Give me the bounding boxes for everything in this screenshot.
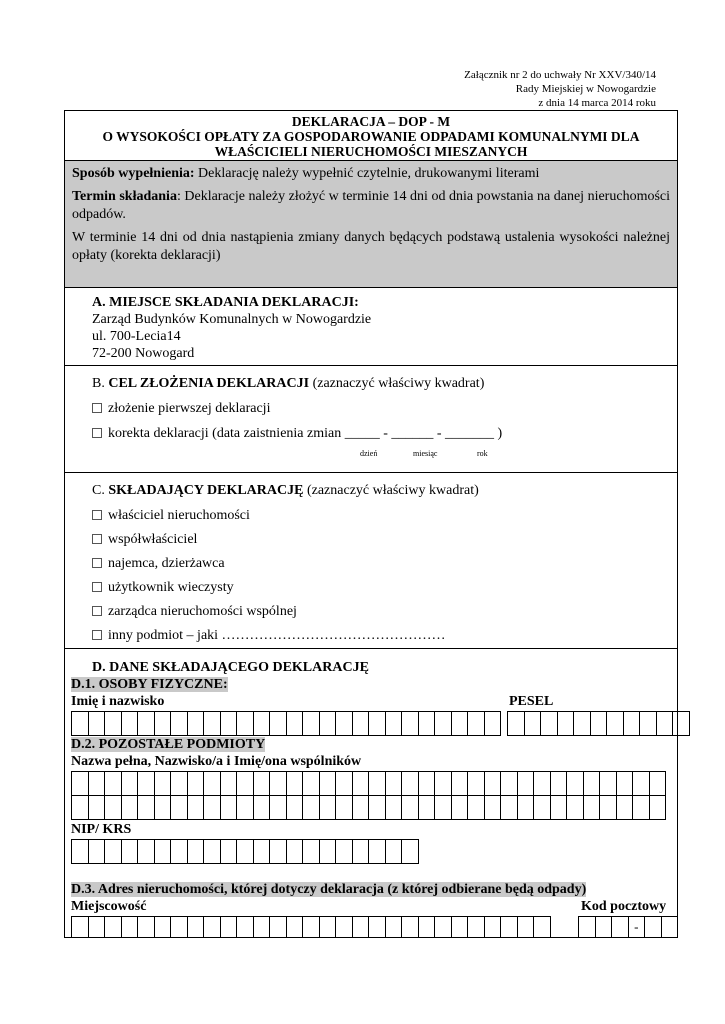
input-cell[interactable] xyxy=(369,771,386,796)
input-cell[interactable] xyxy=(336,771,353,796)
fullname-label: Nazwa pełna, Nazwisko/a i Imię/ona wspólników xyxy=(71,754,362,769)
input-cell[interactable] xyxy=(662,916,679,938)
input-cell[interactable] xyxy=(501,916,518,938)
input-cell[interactable] xyxy=(468,916,485,938)
checkbox[interactable] xyxy=(92,558,102,568)
declaration-form xyxy=(64,110,678,938)
input-cell[interactable] xyxy=(72,771,89,796)
purpose-option-correction-label: korekta deklaracji (data zaistnienia zmian _____ - ______ - _______ ) xyxy=(108,426,503,441)
input-cell[interactable] xyxy=(188,916,205,938)
input-cell[interactable] xyxy=(237,771,254,796)
section-b-title: CEL ZŁOŻENIA DEKLARACJI xyxy=(108,376,310,391)
input-cell[interactable] xyxy=(534,771,551,796)
input-cell[interactable] xyxy=(501,771,518,796)
form-title-line-2: O WYSOKOŚCI OPŁATY ZA GOSPODAROWANIE ODPADAMI KOMUNALNYMI DLA xyxy=(102,129,640,144)
checkbox[interactable] xyxy=(92,582,102,592)
input-cell[interactable] xyxy=(402,771,419,796)
input-cell[interactable] xyxy=(89,916,106,938)
day-caption: dzień xyxy=(360,449,378,458)
input-cell[interactable] xyxy=(645,916,662,938)
section-c-prefix: C. xyxy=(92,483,109,498)
input-cell[interactable] xyxy=(617,795,634,820)
input-cell[interactable] xyxy=(657,711,674,736)
input-cell[interactable] xyxy=(254,711,271,736)
input-cell[interactable] xyxy=(584,795,601,820)
input-cell[interactable] xyxy=(105,916,122,938)
declarant-option-label: najemca, dzierżawca xyxy=(108,556,225,571)
input-cell[interactable] xyxy=(105,771,122,796)
city-label: Miejscowość xyxy=(71,899,147,914)
section-c xyxy=(65,473,677,649)
input-cell[interactable] xyxy=(188,795,205,820)
deadline-text: : Deklaracje należy złożyć w terminie 14 dni od dnia powstania na danej nieruchomości odpadów. xyxy=(72,189,671,222)
nip-label: NIP/ KRS xyxy=(71,822,132,837)
input-cell[interactable] xyxy=(485,771,502,796)
section-c-hint: (zaznaczyć właściwy kwadrat) xyxy=(303,483,479,498)
attachment-line-1: Załącznik nr 2 do uchwały Nr XXV/340/14 xyxy=(464,69,656,81)
declarant-option-label: inny podmiot – jaki ………………………………………… xyxy=(108,628,446,643)
input-cell[interactable] xyxy=(138,795,155,820)
input-cell[interactable] xyxy=(336,839,353,864)
section-b-hint: (zaznaczyć właściwy kwadrat) xyxy=(309,376,485,391)
input-cell[interactable] xyxy=(155,795,172,820)
input-cell[interactable] xyxy=(600,795,617,820)
section-b-heading xyxy=(92,376,484,392)
declarant-option[interactable] xyxy=(92,508,250,524)
input-cell[interactable] xyxy=(607,711,624,736)
input-cell[interactable] xyxy=(640,711,657,736)
input-cell[interactable] xyxy=(419,711,436,736)
input-cell[interactable] xyxy=(188,771,205,796)
section-b-prefix: B. xyxy=(92,376,109,391)
input-cell[interactable] xyxy=(650,795,667,820)
input-cell[interactable] xyxy=(155,771,172,796)
input-cell[interactable] xyxy=(105,711,122,736)
checkbox[interactable] xyxy=(92,403,102,413)
input-cell[interactable] xyxy=(633,795,650,820)
input-cell[interactable] xyxy=(320,839,337,864)
declarant-option[interactable] xyxy=(92,556,225,572)
input-cell[interactable] xyxy=(596,916,613,938)
input-cell[interactable] xyxy=(303,795,320,820)
checkbox[interactable] xyxy=(92,630,102,640)
form-title-line-3: WŁAŚCICIELI NIERUCHOMOŚCI MIESZANYCH xyxy=(214,144,528,159)
input-cell[interactable] xyxy=(138,711,155,736)
fullname-input-grid-row-2[interactable] xyxy=(71,795,666,820)
checkbox[interactable] xyxy=(92,428,102,438)
attachment-line-2: Rady Miejskiej w Nowogardzie xyxy=(515,83,656,95)
name-input-grid[interactable] xyxy=(71,711,501,736)
input-cell[interactable] xyxy=(336,795,353,820)
section-a-heading: A. MIEJSCE SKŁADANIA DEKLARACJI: xyxy=(92,295,359,310)
input-cell[interactable] xyxy=(287,711,304,736)
input-cell[interactable] xyxy=(633,771,650,796)
input-cell[interactable] xyxy=(402,839,419,864)
input-cell[interactable] xyxy=(402,916,419,938)
input-cell[interactable] xyxy=(221,771,238,796)
purpose-option-first-label: złożenie pierwszej deklaracji xyxy=(108,401,271,416)
input-cell[interactable] xyxy=(386,916,403,938)
section-d2-heading: D.2. POZOSTAŁE PODMIOTY xyxy=(71,737,266,752)
year-caption: rok xyxy=(477,449,488,458)
input-cell[interactable] xyxy=(353,711,370,736)
input-cell[interactable] xyxy=(567,795,584,820)
postcode-input-grid[interactable] xyxy=(578,916,678,938)
input-cell[interactable] xyxy=(320,771,337,796)
input-cell[interactable] xyxy=(386,839,403,864)
input-cell[interactable] xyxy=(254,839,271,864)
input-cell[interactable] xyxy=(188,711,205,736)
input-cell[interactable] xyxy=(485,795,502,820)
input-cell[interactable] xyxy=(369,711,386,736)
input-cell[interactable] xyxy=(72,916,89,938)
input-cell[interactable] xyxy=(468,795,485,820)
input-cell[interactable] xyxy=(89,771,106,796)
input-cell[interactable] xyxy=(303,839,320,864)
input-cell[interactable] xyxy=(629,916,646,938)
input-cell[interactable] xyxy=(270,795,287,820)
input-cell[interactable] xyxy=(254,771,271,796)
input-cell[interactable] xyxy=(287,916,304,938)
input-cell[interactable] xyxy=(303,771,320,796)
section-d-heading: D. DANE SKŁADAJĄCEGO DEKLARACJĘ xyxy=(92,660,369,675)
input-cell[interactable] xyxy=(105,795,122,820)
section-d1-heading: D.1. OSOBY FIZYCZNE: xyxy=(71,677,228,692)
correction-text: W terminie 14 dni od dnia nastąpienia zmiany danych będących podstawą ustalenia wysokości należnej opłaty (korekta deklaracji) xyxy=(72,230,670,263)
input-cell[interactable] xyxy=(525,711,542,736)
input-cell[interactable] xyxy=(254,916,271,938)
input-cell[interactable] xyxy=(508,711,525,736)
input-cell[interactable] xyxy=(237,795,254,820)
input-cell[interactable] xyxy=(254,795,271,820)
input-cell[interactable] xyxy=(171,795,188,820)
input-cell[interactable] xyxy=(435,916,452,938)
input-cell[interactable] xyxy=(435,795,452,820)
input-cell[interactable] xyxy=(122,839,139,864)
form-title xyxy=(65,111,677,161)
input-cell[interactable] xyxy=(89,839,106,864)
input-cell[interactable] xyxy=(353,839,370,864)
input-cell[interactable] xyxy=(270,916,287,938)
declarant-option[interactable] xyxy=(92,604,297,620)
declarant-option-label: użytkownik wieczysty xyxy=(108,580,234,595)
section-a-line-3: 72-200 Nowogard xyxy=(92,346,195,361)
declarant-option-label: właściciel nieruchomości xyxy=(108,508,250,523)
input-cell[interactable] xyxy=(155,711,172,736)
input-cell[interactable] xyxy=(650,771,667,796)
section-c-title: SKŁADAJĄCY DEKLARACJĘ xyxy=(108,483,304,498)
input-cell[interactable] xyxy=(320,711,337,736)
input-cell[interactable] xyxy=(353,916,370,938)
section-a xyxy=(65,288,677,366)
input-cell[interactable] xyxy=(138,916,155,938)
input-cell[interactable] xyxy=(221,711,238,736)
declarant-option[interactable] xyxy=(92,628,446,644)
input-cell[interactable] xyxy=(287,839,304,864)
input-cell[interactable] xyxy=(188,839,205,864)
input-cell[interactable] xyxy=(485,711,502,736)
input-cell[interactable] xyxy=(435,771,452,796)
input-cell[interactable] xyxy=(402,795,419,820)
method-label: Sposób wypełnienia: xyxy=(72,166,195,181)
input-cell[interactable] xyxy=(485,916,502,938)
input-cell[interactable] xyxy=(452,711,469,736)
input-cell[interactable] xyxy=(122,795,139,820)
attachment-header xyxy=(464,68,656,110)
input-cell[interactable] xyxy=(353,771,370,796)
deadline-label: Termin składania xyxy=(72,189,177,204)
instructions-box xyxy=(65,161,677,288)
input-cell[interactable] xyxy=(287,795,304,820)
month-caption: miesiąc xyxy=(413,449,438,458)
input-cell[interactable] xyxy=(501,795,518,820)
input-cell[interactable] xyxy=(468,771,485,796)
input-cell[interactable] xyxy=(204,916,221,938)
input-cell[interactable] xyxy=(452,916,469,938)
checkbox[interactable] xyxy=(92,606,102,616)
input-cell[interactable] xyxy=(72,795,89,820)
input-cell[interactable] xyxy=(468,711,485,736)
fullname-input-grid-row-1[interactable] xyxy=(71,771,666,796)
purpose-option-correction[interactable] xyxy=(92,426,502,442)
input-cell[interactable] xyxy=(204,771,221,796)
input-cell[interactable] xyxy=(105,839,122,864)
purpose-option-first[interactable] xyxy=(92,401,270,417)
input-cell[interactable] xyxy=(237,839,254,864)
input-cell[interactable] xyxy=(617,771,634,796)
input-cell[interactable] xyxy=(171,839,188,864)
input-cell[interactable] xyxy=(204,795,221,820)
input-cell[interactable] xyxy=(558,711,575,736)
input-cell[interactable] xyxy=(155,839,172,864)
input-cell[interactable] xyxy=(287,771,304,796)
declarant-option[interactable] xyxy=(92,580,234,596)
input-cell[interactable] xyxy=(419,916,436,938)
postcode-dash: - xyxy=(634,919,639,934)
input-cell[interactable] xyxy=(320,795,337,820)
input-cell[interactable] xyxy=(122,711,139,736)
input-cell[interactable] xyxy=(435,711,452,736)
input-cell[interactable] xyxy=(72,839,89,864)
declarant-option-label: zarządca nieruchomości wspólnej xyxy=(108,604,297,619)
input-cell[interactable] xyxy=(624,711,641,736)
input-cell[interactable] xyxy=(171,916,188,938)
input-cell[interactable] xyxy=(551,771,568,796)
section-d xyxy=(65,649,677,938)
input-cell[interactable] xyxy=(574,711,591,736)
input-cell[interactable] xyxy=(541,711,558,736)
input-cell[interactable] xyxy=(567,771,584,796)
input-cell[interactable] xyxy=(270,839,287,864)
input-cell[interactable] xyxy=(353,795,370,820)
input-cell[interactable] xyxy=(452,771,469,796)
input-cell[interactable] xyxy=(534,795,551,820)
input-cell[interactable] xyxy=(270,711,287,736)
declarant-option-label: współwłaściciel xyxy=(108,532,198,547)
input-cell[interactable] xyxy=(270,771,287,796)
input-cell[interactable] xyxy=(419,795,436,820)
input-cell[interactable] xyxy=(452,795,469,820)
section-a-line-1: Zarząd Budynków Komunalnych w Nowogardzie xyxy=(92,312,372,327)
input-cell[interactable] xyxy=(303,916,320,938)
checkbox[interactable] xyxy=(92,510,102,520)
input-cell[interactable] xyxy=(122,916,139,938)
section-b xyxy=(65,366,677,473)
input-cell[interactable] xyxy=(138,839,155,864)
input-cell[interactable] xyxy=(237,711,254,736)
input-cell[interactable] xyxy=(171,711,188,736)
checkbox[interactable] xyxy=(92,534,102,544)
input-cell[interactable] xyxy=(419,771,436,796)
attachment-line-3: z dnia 14 marca 2014 roku xyxy=(538,97,656,109)
input-cell[interactable] xyxy=(320,916,337,938)
pesel-input-grid[interactable] xyxy=(507,711,690,736)
input-cell[interactable] xyxy=(237,916,254,938)
pesel-label: PESEL xyxy=(509,694,554,709)
name-label: Imię i nazwisko xyxy=(71,694,165,709)
method-text: Deklarację należy wypełnić czytelnie, drukowanymi literami xyxy=(194,166,540,181)
input-cell[interactable] xyxy=(369,916,386,938)
input-cell[interactable] xyxy=(612,916,629,938)
input-cell[interactable] xyxy=(386,795,403,820)
input-cell[interactable] xyxy=(72,711,89,736)
input-cell[interactable] xyxy=(204,711,221,736)
input-cell[interactable] xyxy=(336,916,353,938)
input-cell[interactable] xyxy=(591,711,608,736)
input-cell[interactable] xyxy=(551,795,568,820)
input-cell[interactable] xyxy=(579,916,596,938)
nip-input-grid[interactable] xyxy=(71,839,419,864)
input-cell[interactable] xyxy=(386,771,403,796)
input-cell[interactable] xyxy=(673,711,690,736)
input-cell[interactable] xyxy=(155,916,172,938)
section-d3-heading: D.3. Adres nieruchomości, której dotyczy deklaracja (z której odbierane będą odpady) xyxy=(71,882,587,897)
input-cell[interactable] xyxy=(518,771,535,796)
city-input-grid[interactable] xyxy=(71,916,551,938)
input-cell[interactable] xyxy=(89,795,106,820)
input-cell[interactable] xyxy=(138,771,155,796)
postcode-label: Kod pocztowy xyxy=(581,899,667,914)
section-a-line-2: ul. 700-Lecia14 xyxy=(92,329,181,344)
input-cell[interactable] xyxy=(221,916,238,938)
input-cell[interactable] xyxy=(600,771,617,796)
input-cell[interactable] xyxy=(369,795,386,820)
input-cell[interactable] xyxy=(584,771,601,796)
input-cell[interactable] xyxy=(204,839,221,864)
input-cell[interactable] xyxy=(386,711,403,736)
input-cell[interactable] xyxy=(171,771,188,796)
input-cell[interactable] xyxy=(336,711,353,736)
input-cell[interactable] xyxy=(518,916,535,938)
input-cell[interactable] xyxy=(221,839,238,864)
input-cell[interactable] xyxy=(122,771,139,796)
declarant-option[interactable] xyxy=(92,532,197,548)
input-cell[interactable] xyxy=(303,711,320,736)
input-cell[interactable] xyxy=(534,916,551,938)
input-cell[interactable] xyxy=(369,839,386,864)
input-cell[interactable] xyxy=(518,795,535,820)
input-cell[interactable] xyxy=(89,711,106,736)
section-c-heading xyxy=(92,483,479,499)
form-title-line-1: DEKLARACJA – DOP - M xyxy=(291,114,451,129)
input-cell[interactable] xyxy=(221,795,238,820)
input-cell[interactable] xyxy=(402,711,419,736)
